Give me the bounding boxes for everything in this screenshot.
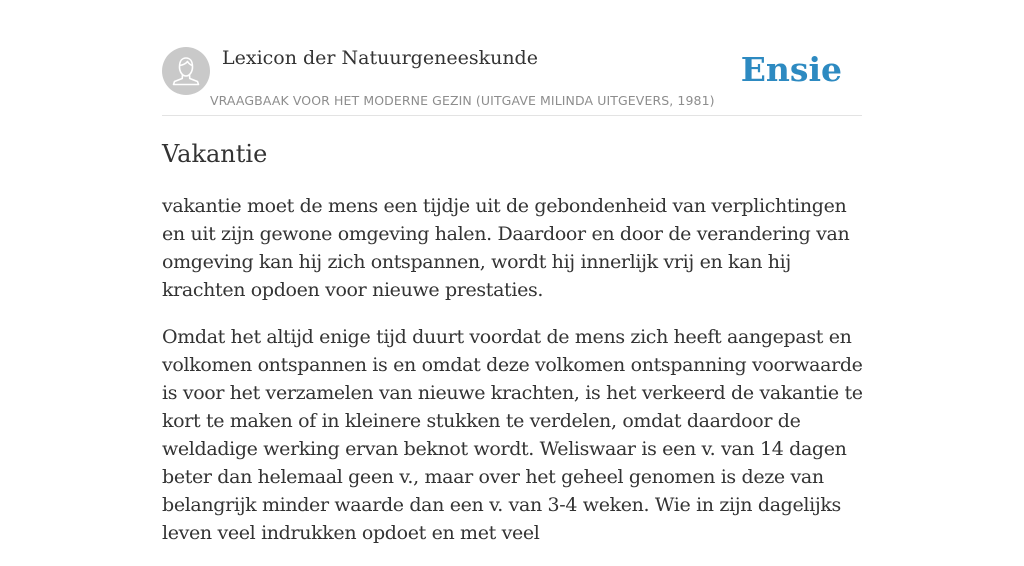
entry-content <box>162 192 866 566</box>
user-silhouette-icon <box>162 47 210 95</box>
entry-paragraph: Omdat het altijd enige tijd duurt voordat de mens zich heeft aangepast en volkomen ontspannen is en omdat deze volkomen ontspanning voorwaarde is voor het verzamelen van nieuwe krachten, is het verkeerd de vakantie te kort te maken of in kleinere stukken te verdelen, omdat daardoor de weldadige werking ervan beknot wordt. Weliswaar is een v. van 14 dagen beter dan helemaal geen v., maar over het geheel genomen is deze van belangrijk minder waarde dan een v. van 3-4 weken. Wie in zijn dagelijks leven veel indrukken opdoet en met veel <box>162 326 863 544</box>
entry-paragraph: vakantie moet de mens een tijdje uit de gebondenheid van verplichtingen en uit zijn gewone omgeving halen. Daardoor en door de verandering van omgeving kan hij zich ontspannen, wordt hij innerlijk vrij en kan hij krachten opdoen voor nieuwe prestaties. <box>162 195 850 301</box>
avatar[interactable] <box>162 47 210 95</box>
source-title[interactable]: Lexicon der Natuurgeneeskunde <box>222 47 538 69</box>
brand-logo[interactable]: Ensie <box>740 50 842 89</box>
entry-title: Vakantie <box>162 140 268 168</box>
source-subtitle: VRAAGBAAK VOOR HET MODERNE GEZIN (UITGAVE MILINDA UITGEVERS, 1981) <box>210 93 715 108</box>
source-header <box>162 46 862 116</box>
